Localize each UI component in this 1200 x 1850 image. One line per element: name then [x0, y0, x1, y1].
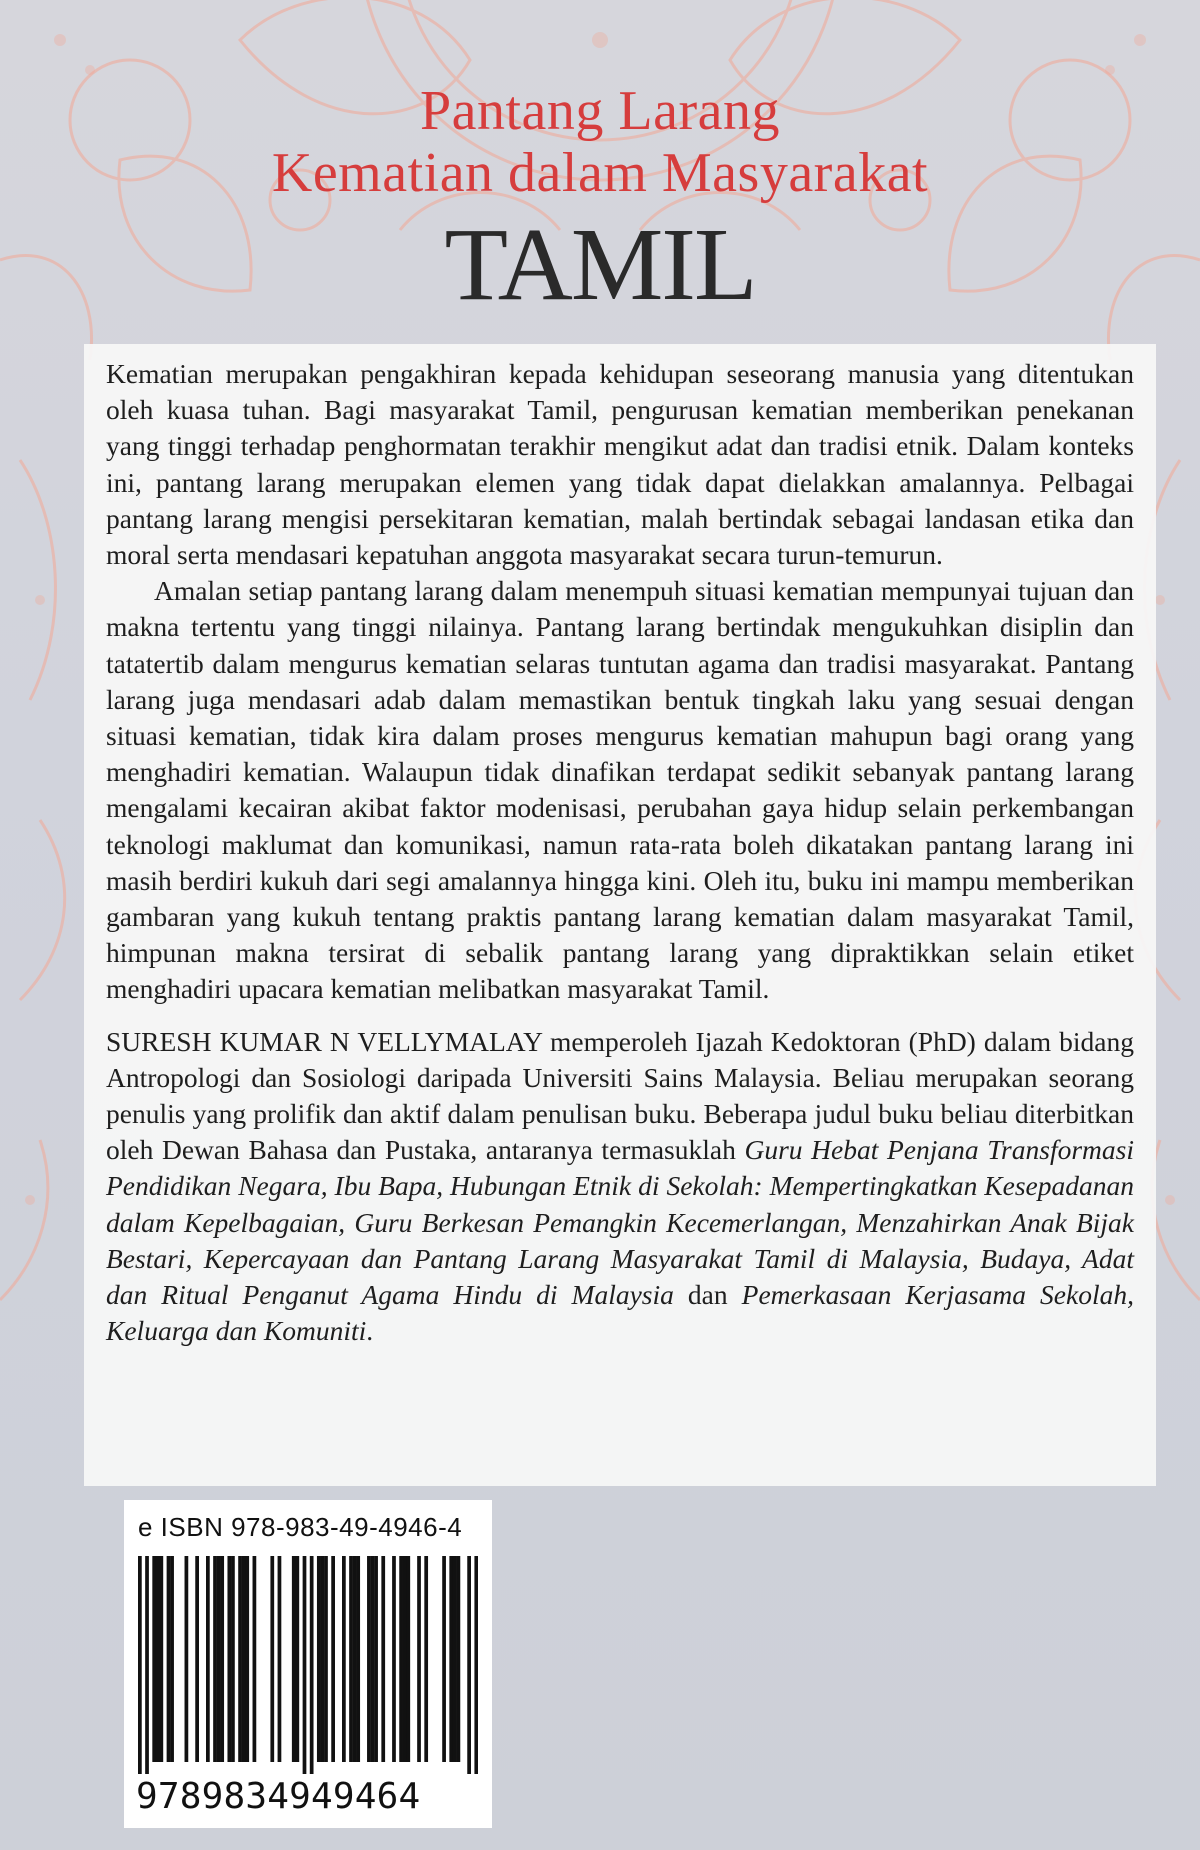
- barcode-bar: [367, 1556, 371, 1762]
- title-line-1: Pantang Larang: [420, 80, 780, 142]
- book-title: [0, 80, 1200, 320]
- barcode-bar: [206, 1556, 210, 1762]
- barcode-bar: [324, 1556, 328, 1762]
- barcode-bar: [349, 1556, 353, 1762]
- barcode-bar: [417, 1556, 421, 1762]
- barcode-bar: [138, 1556, 142, 1774]
- barcode-bar: [195, 1556, 199, 1762]
- barcode-bar: [152, 1556, 156, 1762]
- author-books-list: Guru Hebat Penjana Transformasi Pendidikan Negara, Ibu Bapa, Hubungan Etnik di Sekolah: Mempertingkatkan Kesepadanan dalam Kepelbagaian, Guru Berkesan Pemangkin Kecemerlangan, Menzahirkan Anak Bijak Bestari, Kepercayaan dan Pantang Larang Masyarakat Tamil di Malaysia, Budaya, Adat dan Ritual Penganut Agama Hindu di Malaysia: [106, 1134, 1134, 1311]
- barcode-bar: [238, 1556, 242, 1762]
- barcode-bar: [356, 1556, 360, 1762]
- barcode-bar: [167, 1556, 171, 1762]
- barcode-bar: [457, 1556, 461, 1762]
- barcode-area: [124, 1500, 492, 1828]
- barcode-bar: [399, 1556, 403, 1762]
- barcode-bar: [253, 1556, 257, 1762]
- barcode-bar: [245, 1556, 249, 1762]
- isbn-label: e ISBN 978-983-49-4946-4: [138, 1512, 463, 1542]
- synopsis-paragraph-2: Amalan setiap pantang larang dalam menempuh situasi kematian mempunyai tujuan dan makna tertentu yang tinggi nilainya. Pantang larang bertindak mengukuhkan disiplin dan tatatertib dalam mengurus kematian selaras tuntutan agama dan tradisi masyarakat. Pantang larang juga mendasari adab dalam memastikan bentuk tingkah laku yang sesuai dengan situasi kematian, tidak kira dalam proses mengurus kematian mahupun bagi orang yang menghadiri kematian. Walaupun tidak dinafikan terdapat sedikit sebanyak pantang larang mengalami kecairan akibat faktor modenisasi, perubahan gaya hidup selain perkembangan teknologi maklumat dan komunikasi, namun rata-rata boleh dikatakan pantang larang ini masih berdiri kukuh dari segi amalannya hingga kini. Oleh itu, buku ini mampu memberikan gambaran yang kukuh tentang praktis pantang larang kematian dalam masyarakat Tamil, himpunan makna tersirat di sebalik pantang larang yang dipraktikkan selain etiket menghadiri upacara kematian melibatkan masyarakat Tamil.: [106, 575, 1134, 1005]
- barcode-bar: [231, 1556, 235, 1762]
- barcode-bar: [474, 1556, 478, 1774]
- barcode-bar: [449, 1556, 453, 1762]
- barcode-bar: [424, 1556, 428, 1762]
- barcode-bar: [278, 1556, 282, 1762]
- barcode-bar: [295, 1556, 299, 1762]
- barcode-bar: [185, 1556, 189, 1762]
- barcode-digits: 9789834949464: [136, 1776, 421, 1817]
- barcode-bars: [138, 1556, 478, 1774]
- barcode-bar: [217, 1556, 221, 1762]
- barcode-bar: [170, 1556, 174, 1762]
- barcode-bar: [453, 1556, 457, 1762]
- title-main: TAMIL: [444, 207, 756, 322]
- author-bio-end: .: [366, 1315, 374, 1347]
- barcode-bar: [220, 1556, 224, 1762]
- barcode-bar: [270, 1556, 274, 1762]
- barcode-bar: [156, 1556, 160, 1762]
- barcode-bar: [467, 1556, 471, 1774]
- barcode-bar: [331, 1556, 335, 1762]
- barcode-bar: [342, 1556, 346, 1762]
- barcode-bar: [406, 1556, 410, 1762]
- barcode-bar: [292, 1556, 296, 1762]
- barcode-bar: [403, 1556, 407, 1762]
- title-line-2: Kematian dalam Masyarakat: [271, 142, 929, 204]
- barcode-bar: [145, 1556, 149, 1774]
- barcode-bar: [392, 1556, 396, 1762]
- barcode-bar: [310, 1556, 314, 1774]
- barcode-bar: [303, 1556, 307, 1774]
- author-books-last: Pemerkasaan Kerjasama Sekolah, Keluarga dan Komuniti: [106, 1279, 1134, 1347]
- barcode-bar: [442, 1556, 446, 1762]
- author-bio-connector: dan: [673, 1279, 742, 1311]
- author-bio-intro: SURESH KUMAR N VELLYMALAY memperoleh Ijazah Kedoktoran (PhD) dalam bidang Antropologi dan Sosiologi daripada Universiti Sains Malaysia. Beliau merupakan seorang penulis yang prolifik dan aktif dalam penulisan buku. Beberapa judul buku beliau diterbitkan oleh Dewan Bahasa dan Pustaka, antaranya termasuklah: [106, 1025, 1134, 1166]
- synopsis-text: [106, 356, 1134, 1349]
- barcode-bar: [374, 1556, 378, 1762]
- barcode-bar: [213, 1556, 217, 1762]
- barcode-bar: [321, 1556, 325, 1762]
- author-bio: [106, 1024, 1134, 1350]
- barcode-bar: [371, 1556, 375, 1762]
- barcode-bar: [381, 1556, 385, 1762]
- barcode-bar: [353, 1556, 357, 1762]
- barcode-bar: [227, 1556, 231, 1762]
- barcode-bar: [159, 1556, 163, 1762]
- barcode-bar: [242, 1556, 246, 1762]
- synopsis-paragraph-1: Kematian merupakan pengakhiran kepada kehidupan seseorang manusia yang ditentukan oleh kuasa tuhan. Bagi masyarakat Tamil, pengurusan kematian memberikan penekanan yang tinggi terhadap penghormatan terakhir mengikut adat dan tradisi etnik. Dalam konteks ini, pantang larang merupakan elemen yang tidak dapat dielakkan amalannya. Pelbagai pantang larang mengisi persekitaran kematian, malah bertindak sebagai landasan etika dan moral serta mendasari kepatuhan anggota masyarakat secara turun-temurun.: [106, 358, 1134, 571]
- barcode-bar: [317, 1556, 321, 1762]
